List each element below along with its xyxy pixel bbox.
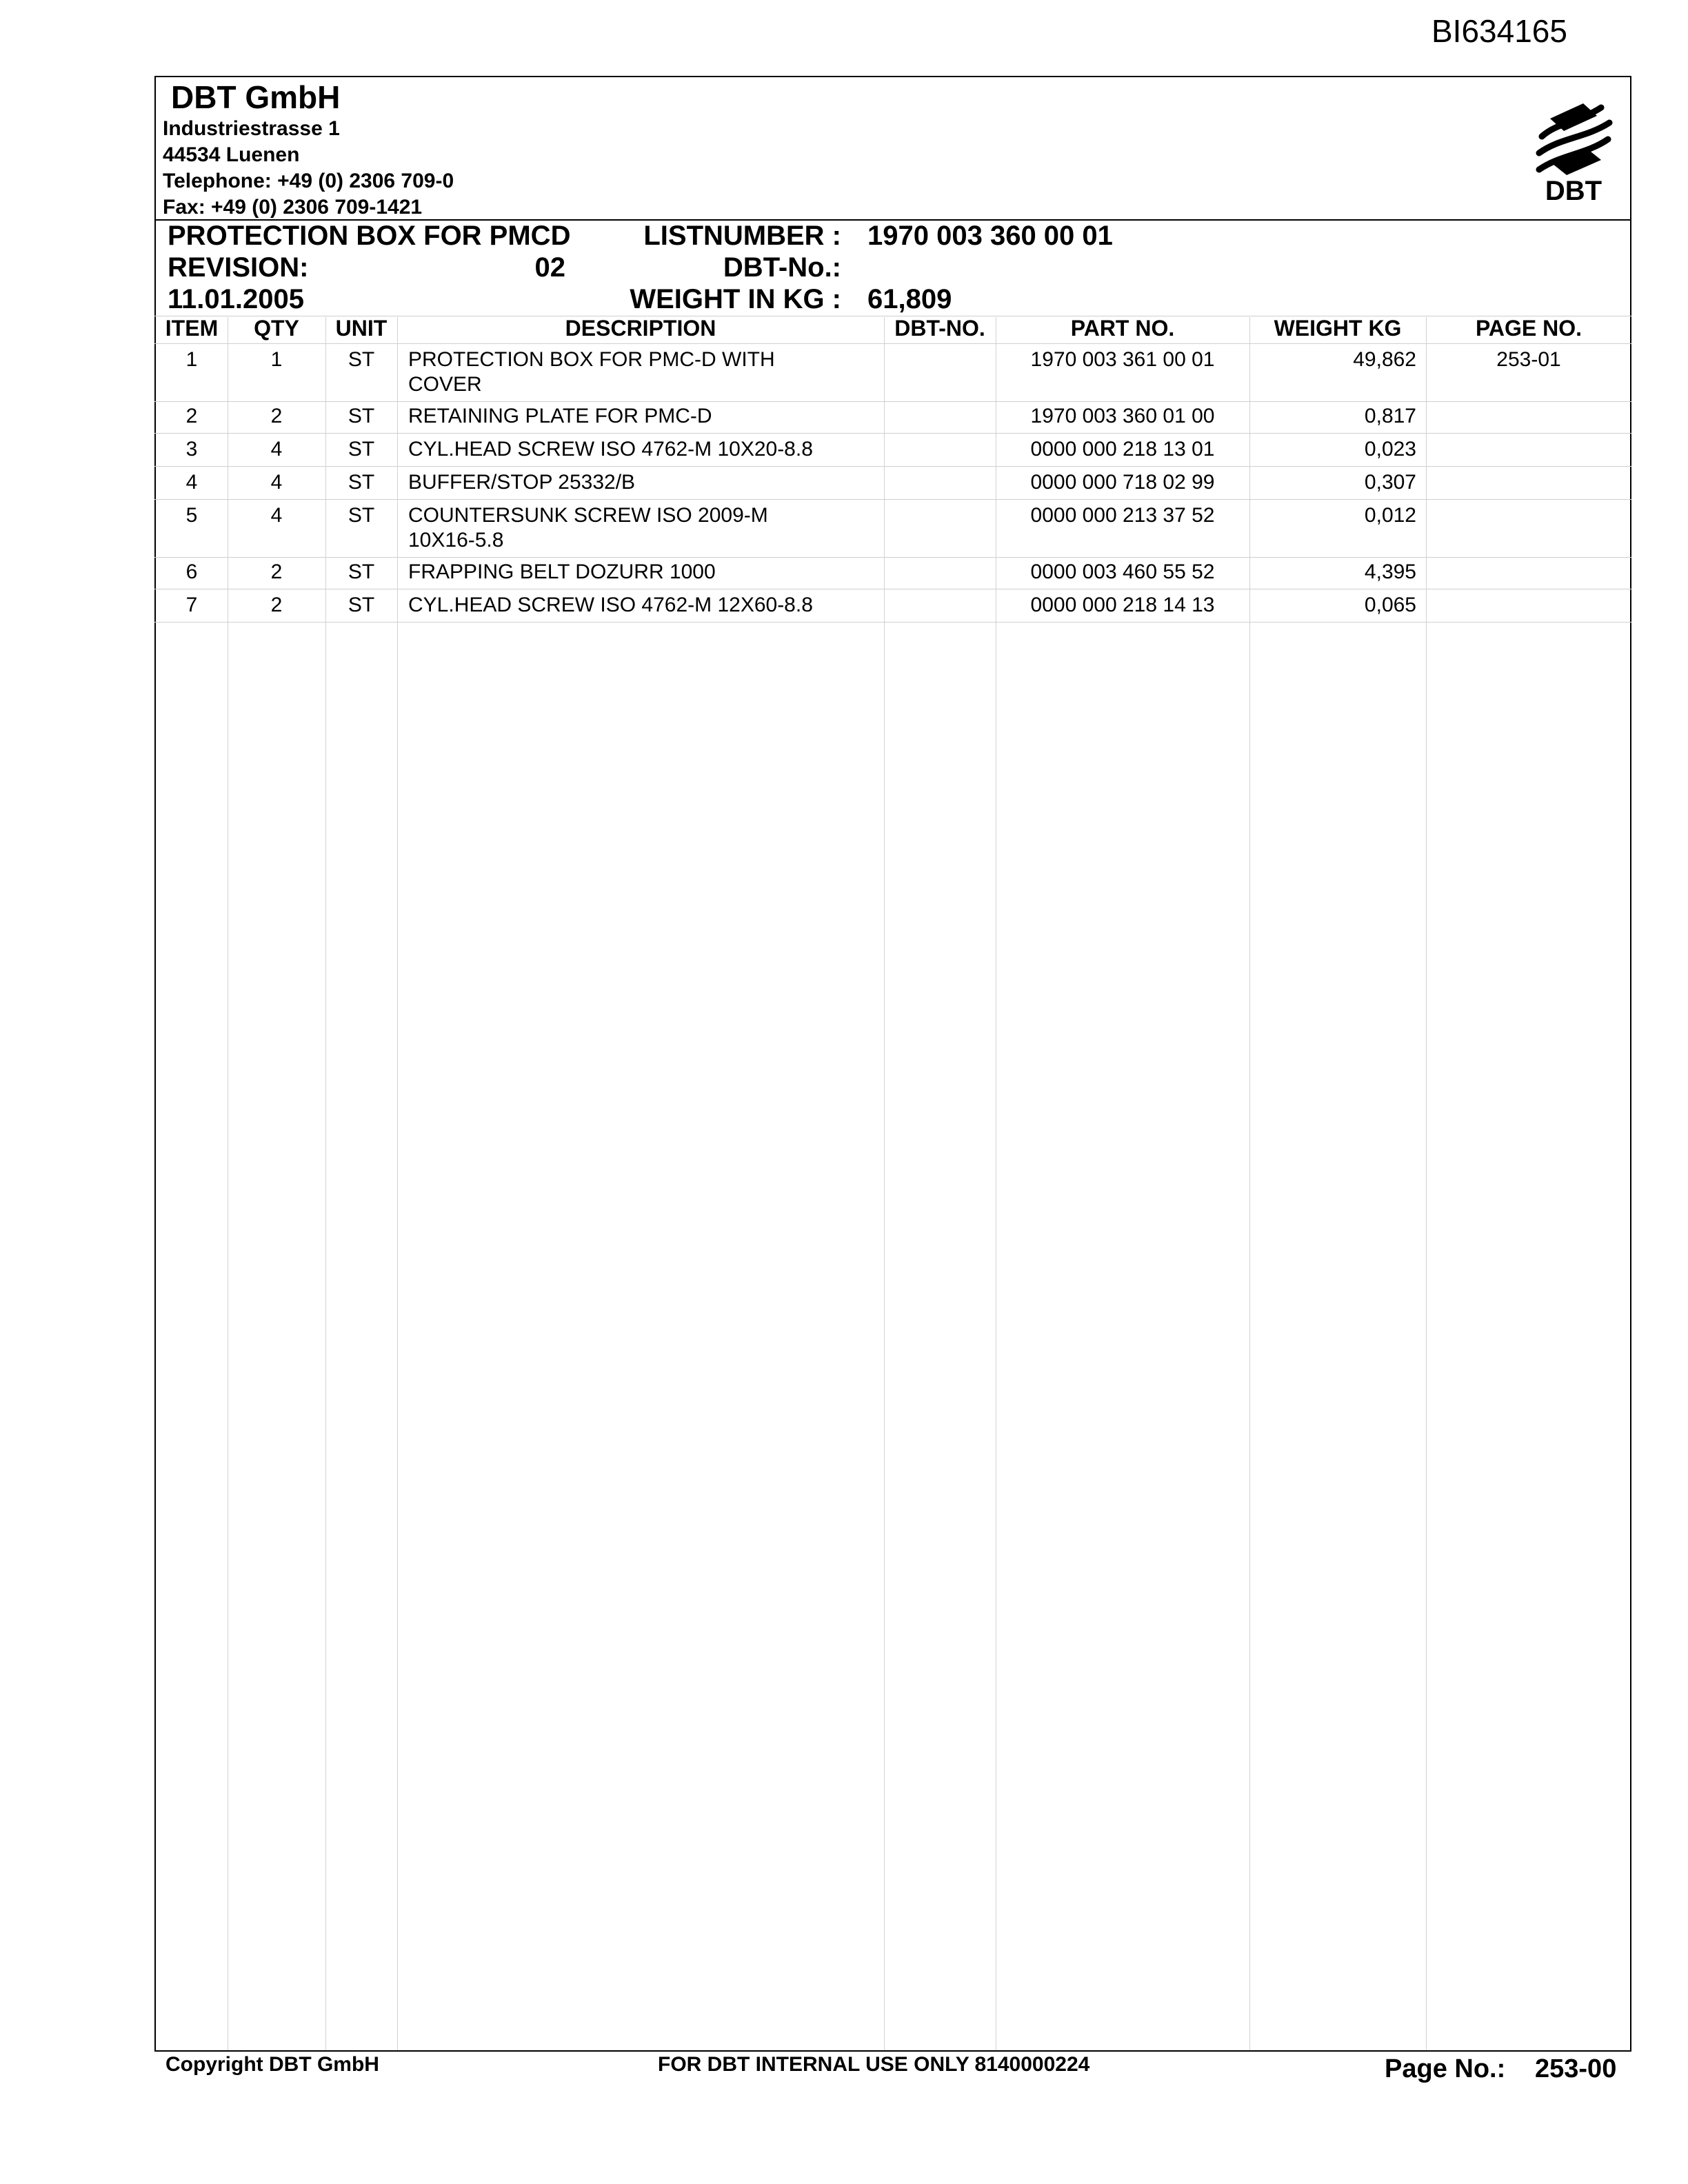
listnumber-label: LISTNUMBER : [643,221,841,251]
row-description: FRAPPING BELT DOZURR 1000 [408,560,716,583]
list-date: 11.01.2005 [168,284,304,314]
row-part-no: 1970 003 360 01 00 [1030,405,1215,427]
row-qty: 2 [270,560,283,583]
row-description: RETAINING PLATE FOR PMC-D [408,405,712,427]
row-weight: 49,862 [1353,348,1416,371]
row-unit: ST [348,594,375,616]
copyright-text: Copyright DBT GmbH [165,2053,379,2076]
row-weight: 0,065 [1364,594,1416,616]
row-description: PROTECTION BOX FOR PMC-D WITH [408,348,775,371]
row-unit: ST [348,405,375,427]
page-number-value: 253-00 [1535,2054,1617,2083]
row-qty: 1 [270,348,283,371]
row-part-no: 0000 000 718 02 99 [1030,471,1215,494]
row-weight: 0,307 [1364,471,1416,494]
row-qty: 4 [270,471,283,494]
row-description: COUNTERSUNK SCREW ISO 2009-M [408,504,768,527]
row-separator [154,466,1631,467]
row-qty: 4 [270,504,283,527]
row-unit: ST [348,504,375,527]
row-part-no: 0000 003 460 55 52 [1030,560,1215,583]
col-header-unit: UNIT [335,316,388,341]
row-unit: ST [348,438,375,461]
row-separator [154,622,1631,623]
row-qty: 2 [270,405,283,427]
col-header-weight: WEIGHT KG [1274,316,1402,341]
col-header-description: DESCRIPTION [565,316,716,341]
column-divider [884,317,885,2050]
row-weight: 4,395 [1364,560,1416,583]
col-header-part-no: PART NO. [1070,316,1175,341]
col-header-page-no: PAGE NO. [1475,316,1582,341]
col-header-qty: QTY [254,316,299,341]
row-weight: 0,817 [1364,405,1416,427]
row-item: 6 [185,560,198,583]
list-title: PROTECTION BOX FOR PMCD [168,221,571,251]
row-unit: ST [348,471,375,494]
weight-value: 61,809 [867,284,952,314]
row-qty: 4 [270,438,283,461]
row-item: 3 [185,438,198,461]
company-name: DBT GmbH [171,79,341,115]
row-part-no: 1970 003 361 00 01 [1030,348,1215,371]
column-divider [1426,317,1427,2050]
row-weight: 0,012 [1364,504,1416,527]
row-part-no: 0000 000 218 13 01 [1030,438,1215,461]
row-page-no: 253-01 [1496,348,1561,371]
row-weight: 0,023 [1364,438,1416,461]
row-item: 1 [185,348,198,371]
row-part-no: 0000 000 218 14 13 [1030,594,1215,616]
document-id: BI634165 [1431,13,1567,49]
revision-value: 02 [534,252,565,283]
row-qty: 2 [270,594,283,616]
row-item: 5 [185,504,198,527]
internal-use-text: FOR DBT INTERNAL USE ONLY 8140000224 [658,2053,1090,2076]
row-description-cont: 10X16-5.8 [408,529,504,552]
row-description: BUFFER/STOP 25332/B [408,471,636,494]
row-separator [154,557,1631,558]
row-unit: ST [348,560,375,583]
company-street: Industriestrasse 1 [163,117,340,140]
company-city: 44534 Luenen [163,143,300,166]
dbt-logo [1529,95,1618,205]
row-part-no: 0000 000 213 37 52 [1030,504,1215,527]
column-divider [397,317,398,2050]
col-header-dbt-no: DBT-NO. [894,316,985,341]
row-description: CYL.HEAD SCREW ISO 4762-M 12X60-8.8 [408,594,813,616]
column-header-bottom-line [154,343,1631,344]
row-separator [154,433,1631,434]
row-description: CYL.HEAD SCREW ISO 4762-M 10X20-8.8 [408,438,813,461]
row-item: 4 [185,471,198,494]
weight-label: WEIGHT IN KG : [630,284,841,314]
page-number-label: Page No.: [1385,2054,1506,2083]
row-description-cont: COVER [408,373,482,396]
col-header-item: ITEM [165,316,219,341]
dbt-no-label: DBT-No.: [723,252,841,283]
row-unit: ST [348,348,375,371]
row-item: 7 [185,594,198,616]
row-separator [154,499,1631,500]
company-telephone: Telephone: +49 (0) 2306 709-0 [163,170,454,192]
company-fax: Fax: +49 (0) 2306 709-1421 [163,196,423,219]
row-item: 2 [185,405,198,427]
row-separator [154,401,1631,402]
svg-text:DBT: DBT [1545,176,1602,205]
listnumber-value: 1970 003 360 00 01 [867,221,1113,251]
revision-label: REVISION: [168,252,309,283]
